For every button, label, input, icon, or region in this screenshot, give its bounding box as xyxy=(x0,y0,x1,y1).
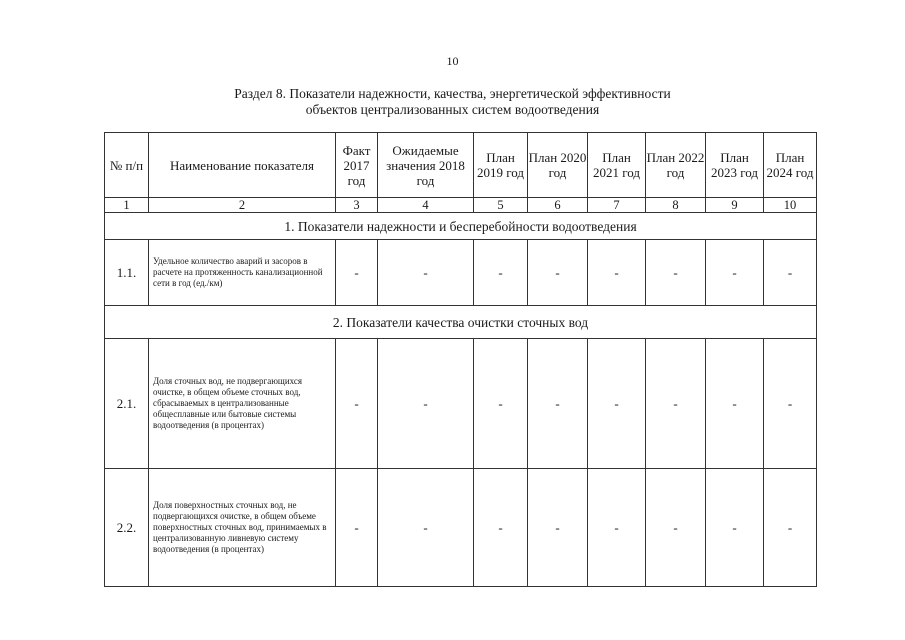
table-row xyxy=(105,240,817,306)
value-cell: - xyxy=(646,469,706,587)
value-cell: - xyxy=(588,240,646,306)
value-cell: - xyxy=(336,240,378,306)
header-cell-expected-2018: Ожидаемые значения 2018 год xyxy=(378,133,474,198)
header-cell-fact-2017: Факт 2017 год xyxy=(336,133,378,198)
column-number-cell: 8 xyxy=(646,198,706,213)
value-cell: - xyxy=(474,469,528,587)
header-cell-plan-2021: План 2021 год xyxy=(588,133,646,198)
section-title xyxy=(0,86,905,118)
section-title-line-2: объектов централизованных систем водоотведения xyxy=(305,102,600,117)
indicator-name: Доля сточных вод, не подвергающихся очистке, в общем объеме сточных вод, сбрасываемых в централизованные общесплавные или бытовые системы водоотведения (в процентах) xyxy=(149,339,336,469)
column-number-cell: 7 xyxy=(588,198,646,213)
group-heading-treatment-quality: 2. Показатели качества очистки сточных вод xyxy=(105,306,817,339)
value-cell: - xyxy=(474,339,528,469)
column-number-cell: 9 xyxy=(706,198,764,213)
value-cell: - xyxy=(706,469,764,587)
value-cell: - xyxy=(528,339,588,469)
value-cell: - xyxy=(764,240,817,306)
value-cell: - xyxy=(378,339,474,469)
header-cell-plan-2019: План 2019 год xyxy=(474,133,528,198)
header-cell-plan-2020: План 2020 год xyxy=(528,133,588,198)
header-cell-number: № п/п xyxy=(105,133,149,198)
header-cell-plan-2023: План 2023 год xyxy=(706,133,764,198)
value-cell: - xyxy=(646,240,706,306)
value-cell: - xyxy=(764,469,817,587)
row-number: 2.2. xyxy=(105,469,149,587)
row-number: 1.1. xyxy=(105,240,149,306)
indicator-name: Доля поверхностных сточных вод, не подвергающихся очистке, в общем объеме поверхностных сточных вод, принимаемых в централизованную ливневую систему водоотведения (в процентах) xyxy=(149,469,336,587)
value-cell: - xyxy=(528,469,588,587)
header-cell-plan-2022: План 2022 год xyxy=(646,133,706,198)
group-heading-reliability: 1. Показатели надежности и бесперебойности водоотведения xyxy=(105,213,817,240)
indicators-table xyxy=(104,132,817,587)
row-number: 2.1. xyxy=(105,339,149,469)
header-cell-name: Наименование показателя xyxy=(149,133,336,198)
column-number-cell: 5 xyxy=(474,198,528,213)
column-number-cell: 2 xyxy=(149,198,336,213)
value-cell: - xyxy=(378,469,474,587)
value-cell: - xyxy=(336,339,378,469)
page-number: 10 xyxy=(446,54,459,68)
column-number-cell: 4 xyxy=(378,198,474,213)
column-number-cell: 10 xyxy=(764,198,817,213)
header-cell-plan-2024: План 2024 год xyxy=(764,133,817,198)
column-number-cell: 1 xyxy=(105,198,149,213)
value-cell: - xyxy=(378,240,474,306)
value-cell: - xyxy=(474,240,528,306)
value-cell: - xyxy=(528,240,588,306)
section-title-line-1: Раздел 8. Показатели надежности, качества, энергетической эффективности xyxy=(234,86,671,101)
column-numbers-row xyxy=(105,198,817,213)
value-cell: - xyxy=(588,339,646,469)
indicator-name: Удельное количество аварий и засоров в расчете на протяженность канализационной сети в год (ед./км) xyxy=(149,240,336,306)
table-header-row xyxy=(105,133,817,198)
value-cell: - xyxy=(706,339,764,469)
column-number-cell: 3 xyxy=(336,198,378,213)
table-row xyxy=(105,469,817,587)
column-number-cell: 6 xyxy=(528,198,588,213)
table-row xyxy=(105,339,817,469)
value-cell: - xyxy=(588,469,646,587)
value-cell: - xyxy=(764,339,817,469)
value-cell: - xyxy=(706,240,764,306)
group-heading-row xyxy=(105,213,817,240)
group-heading-row xyxy=(105,306,817,339)
value-cell: - xyxy=(336,469,378,587)
value-cell: - xyxy=(646,339,706,469)
